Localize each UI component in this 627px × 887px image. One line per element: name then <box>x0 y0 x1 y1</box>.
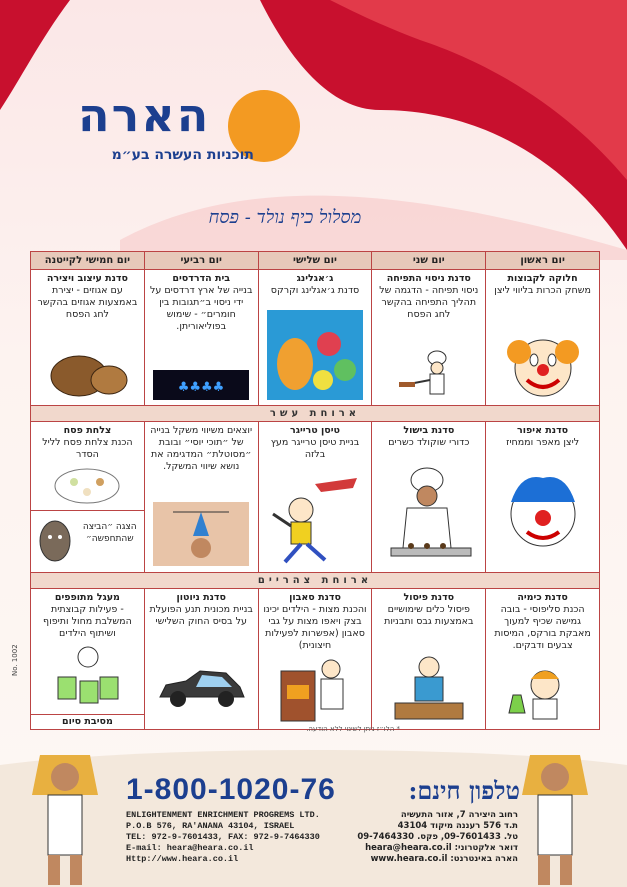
activity-title: סדנת ניסוי התפיחה <box>386 273 471 284</box>
activity-cell <box>485 422 599 572</box>
route-title: מסלול כיף נולד - פסח <box>208 207 362 228</box>
address-english <box>126 810 320 865</box>
activity-text: יוצאים משיווי משקל בנייה של ״תוכי יוסי״ ובובת ״מסוטלת״ המדגימה את נושא שיווי המשקל. <box>150 425 253 472</box>
activity-text: ניסוי תפיחה - הדגמה של תהליך התפיחה בהקשר לחג הפסח <box>379 285 479 320</box>
company-name-en: ENLIGHTENMENT ENRICHMENT PROGREMS LTD. <box>126 810 320 820</box>
egg-icon <box>37 517 73 563</box>
juggling-balls-icon <box>267 310 363 400</box>
activity-text: כדורי שוקולד כשרים <box>388 437 470 448</box>
activity-cell <box>31 270 144 405</box>
activity-cell <box>485 589 599 729</box>
activity-cell <box>371 270 485 405</box>
day-header-row <box>31 252 599 269</box>
smurfs-icon <box>153 370 249 400</box>
activity-cell <box>258 422 372 572</box>
walnut-icon <box>43 350 131 400</box>
activity-text: משחק הכרות בליווי ליצן <box>494 285 591 296</box>
activity-cell <box>258 270 372 405</box>
activity-text: פיסול כלים שימושיים באמצעות גבס ותבניות <box>384 604 474 627</box>
email-link[interactable]: דואר אלקטרוני: heara@heara.co.il <box>365 843 518 853</box>
baker-oven-icon <box>277 655 353 725</box>
activity-title: חלוקה לקבוצות <box>507 273 578 284</box>
activity-title: ג׳אגלינג <box>296 273 334 284</box>
scientist-icon <box>505 665 581 721</box>
day-header: יום חמישי לקייטנה <box>31 252 144 269</box>
email-link[interactable]: E-mail: heara@heara.co.il <box>126 843 254 853</box>
activity-row-midday <box>31 421 599 572</box>
website-link[interactable]: הארה באינטרנט: www.heara.co.il <box>370 854 518 864</box>
schedule-table <box>30 251 600 730</box>
activity-row-morning <box>31 269 599 405</box>
website-link[interactable]: Http://www.heara.co.il <box>126 854 239 864</box>
activity-text: בנייה של ארץ דרדסים על ידי ניסוי ב״תגובות בין חומרים״ - שימוש בפוליאוריתן. <box>149 285 253 332</box>
activity-cell <box>144 422 258 572</box>
activity-text: הכנת סליפוסי - בובה גמישה שכיף למעוך מאבקת בורקס, המיסות צבעים ודבקים. <box>494 604 591 651</box>
activity-row-afternoon <box>31 588 599 729</box>
activity-title: סדנת כימיה <box>517 592 568 603</box>
activity-cell <box>258 589 372 729</box>
activity-cell <box>144 270 258 405</box>
closing-party: מסיבת סיום <box>31 714 144 729</box>
contact-line: טל. 09-7601433, פקס. 09-7464330 <box>357 832 518 842</box>
activity-title: סדנת איפור <box>517 425 569 436</box>
activity-text: בניית טיסן טרייגר מעץ בלזה <box>270 437 360 460</box>
svg-text:♣♣♣♣: ♣♣♣♣ <box>177 380 225 395</box>
seder-plate-icon <box>52 466 122 506</box>
activity-title: בית הדרדסים <box>172 273 231 284</box>
activity-title: סדנת סאבון <box>289 592 341 603</box>
activity-cell <box>144 589 258 729</box>
activity-title: סדנת עיצוב ויצירה <box>46 273 128 284</box>
day-header: יום שלישי <box>258 252 372 269</box>
chef-icon <box>397 350 461 402</box>
activity-title: סדנת בישול <box>403 425 455 436</box>
activity-text: בניית מכונית תנע הפועלת על בסיס החוק השלישי <box>149 604 253 627</box>
balance-toy-icon <box>153 502 249 566</box>
clown-face-icon <box>501 472 585 556</box>
sculptor-icon <box>389 653 469 723</box>
activity-title: מעגל מתופפים <box>54 592 120 603</box>
schedule-note: * הלו״ז ניתן לשינוי ללא הודעה. <box>306 725 400 733</box>
address-line: P.O.B 576, RA'ANANA 43104, ISRAEL <box>126 821 295 831</box>
activity-title: טיסן טרייגר <box>290 425 341 436</box>
activity-cell <box>31 589 144 729</box>
break-separator: ארוחת צהריים <box>31 572 599 588</box>
clown-icon <box>505 330 581 400</box>
day-header: יום רביעי <box>144 252 258 269</box>
activity-cell <box>371 422 485 572</box>
address-line: רחוב היצירה 7, אזור התעשיה <box>400 810 518 820</box>
address-hebrew <box>318 810 518 865</box>
activity-text: - פעילות קבוצתית המשלבת מחול ותיפוף ושיתוף הילדים <box>43 604 132 639</box>
activity-text: הכנת צלחת פסח לליל הסדר <box>42 437 133 460</box>
logo-wordmark: הארה <box>78 88 211 142</box>
logo-subtitle: תוכניות העשרה בע״מ <box>111 147 254 163</box>
break-separator: ארוחת עשר <box>31 405 599 421</box>
activity-text: ליצן מאפר וממחיז <box>506 437 580 448</box>
address-line: ת.ד 576 רעננה מיקוד 43104 <box>397 821 518 831</box>
contact-line: TEL: 972-9-7601433, FAX: 972-9-7464330 <box>126 832 320 842</box>
activity-title: סדנת פיסול <box>403 592 455 603</box>
drums-icon <box>52 643 122 707</box>
day-header: יום שני <box>371 252 485 269</box>
activity-cell <box>31 422 144 572</box>
airplane-boy-icon <box>265 470 365 566</box>
baker-icon <box>381 462 477 562</box>
activity-text: סדנת ג׳אגלינג וקרקס <box>270 285 360 296</box>
activity-cell <box>371 589 485 729</box>
free-phone-label: טלפון חינם: <box>408 776 520 805</box>
activity-cell <box>485 270 599 405</box>
show-text: הצגה ״הביצה שהתחפשה״ <box>82 522 137 544</box>
activity-title: סדנת ניוטון <box>176 592 226 603</box>
activity-title: צלחת פסח <box>63 425 112 436</box>
activity-text: והכנת מצות - הילדים יכינו בצק ויאפו מצות על גבי סאבון (אפשרות לפעילות חיצונית) <box>263 604 367 651</box>
show-box <box>31 510 144 571</box>
activity-text: עם אגוזים - יצירת באמצעות אגוזים בהקשר לחג הפסח <box>37 285 138 320</box>
phone-number[interactable]: 1-800-1020-76 <box>126 773 336 806</box>
catalog-code: No. 1002 <box>11 644 19 676</box>
car-icon <box>156 669 246 709</box>
day-header: יום ראשון <box>485 252 599 269</box>
